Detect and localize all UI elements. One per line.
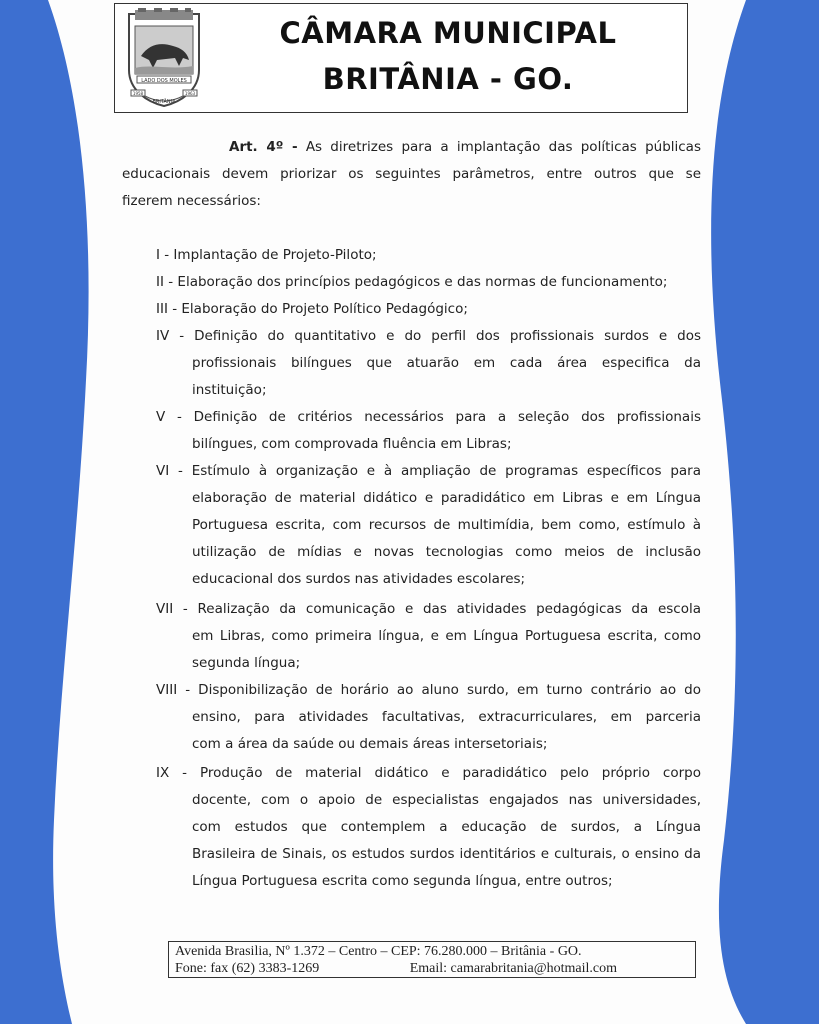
list-item-v: V - Definição de critérios necessários para a seleção dos profissionais bilíngues, com comprovada fluência em Libras; <box>156 409 701 452</box>
list-item-vii: VII - Realização da comunicação e das atividades pedagógicas da escola em Libras, como primeira língua, e em Língua Portuguesa escrita, como segunda língua; <box>156 601 701 671</box>
letterhead <box>114 3 688 113</box>
svg-text:1963: 1963 <box>184 91 196 96</box>
article-label: Art. 4º - <box>229 139 298 155</box>
municipal-seal-logo <box>121 8 207 108</box>
footer-contact <box>168 941 696 978</box>
title-line-1: CÂMARA MUNICIPAL <box>279 16 617 50</box>
title-line-2: BRITÂNIA - GO. <box>322 62 574 96</box>
list-item-viii: VIII - Disponibilização de horário ao aluno surdo, em turno contrário ao do ensino, para atividades facultativas, extracurriculares, em parceria com a área da saúde ou demais áreas intersetoriais; <box>156 682 701 752</box>
list-item-ii: II - Elaboração dos princípios pedagógicos e das normas de funcionamento; <box>156 274 668 290</box>
footer-email: Email: camarabritania@hotmail.com <box>409 961 617 976</box>
list-item-iv: IV - Definição do quantitativo e do perfil dos profissionais surdos e dos profissionais bilíngues que atuarão em cada área especifica da instituição; <box>156 328 701 398</box>
footer-address: Avenida Brasilia, Nº 1.372 – Centro – CEP: 76.280.000 – Britânia - GO. <box>175 944 582 959</box>
svg-text:1958: 1958 <box>132 91 144 96</box>
footer-phone: Fone: fax (62) 3383-1269 <box>175 961 320 976</box>
intro-line: fizerem necessários: <box>122 193 261 209</box>
list-item-i: I - Implantação de Projeto-Piloto; <box>156 247 377 263</box>
svg-text:LADO DOS MOLES: LADO DOS MOLES <box>141 78 187 84</box>
article-intro <box>122 134 701 215</box>
intro-line: Art. 4º - As diretrizes para a implantação das políticas públicas <box>229 139 701 155</box>
list-item-ix: IX - Produção de material didático e paradidático pelo próprio corpo docente, com o apoio de especialistas engajados nas universidades, com estudos que contemplem a educação de surdos, a Língua Brasileira de Sinais, os estudos surdos identitários e culturais, o ensino da Língua Portuguesa escrita como segunda língua, entre outros; <box>156 765 701 889</box>
intro-line: educacionais devem priorizar os seguintes parâmetros, entre outros que se <box>122 166 701 182</box>
list-item-iii: III - Elaboração do Projeto Político Pedagógico; <box>156 301 468 317</box>
list-item-vi: VI - Estímulo à organização e à ampliação de programas específicos para elaboração de material didático e paradidático em Libras e em Língua Portuguesa escrita, com recursos de multimídia, bem como, estímulo à utilização de mídias e novas tecnologias como meios de inclusão educacional dos surdos nas atividades escolares; <box>156 463 701 587</box>
footer-contact-row <box>175 960 689 977</box>
svg-text:BRITÂNIA: BRITÂNIA <box>152 99 176 105</box>
